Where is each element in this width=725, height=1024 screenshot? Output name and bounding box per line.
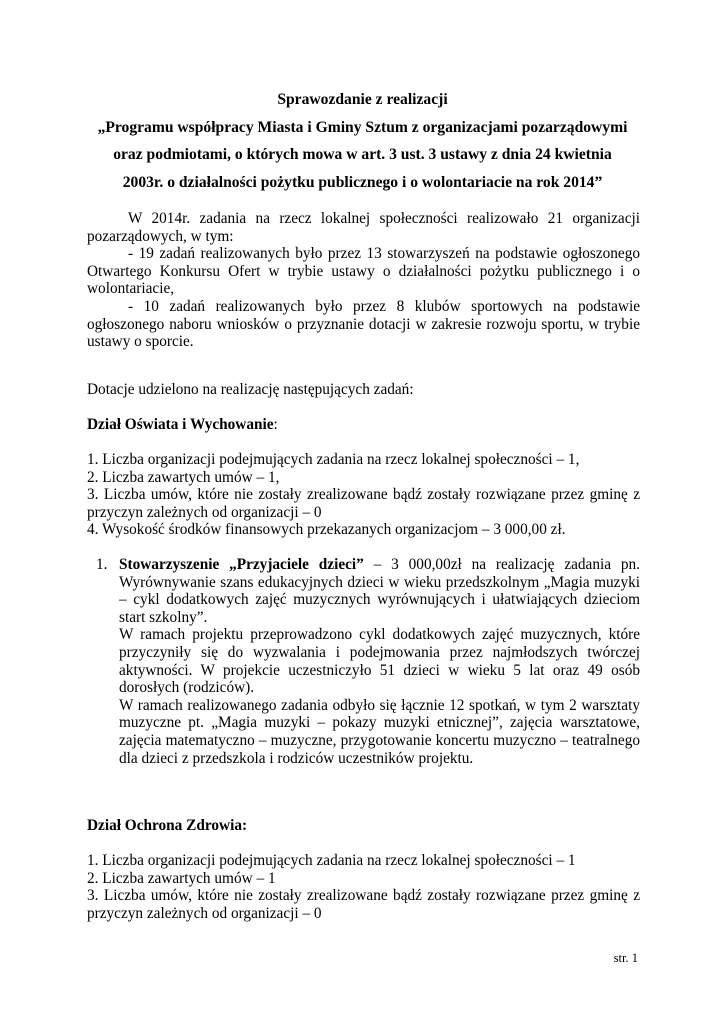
task-number: 1. [96, 556, 108, 573]
section-1-colon: : [273, 416, 278, 433]
task-description [119, 556, 640, 626]
stat-line: 3. Liczba umów, które nie zostały zrealizowane bądź zostały rozwiązane przez gminę z przyczyn zależnych od organizacji – 0 [87, 486, 640, 521]
stat-line: 1. Liczba organizacji podejmujących zadania na rzecz lokalnej społeczności – 1 [87, 852, 576, 869]
task-paragraph: W ramach projektu przeprowadzono cykl dodatkowych zajęć muzycznych, które przyczyniły się do wyzwalania i podejmowania przez najmłodszych twórczej aktywności. W projekcie uczestniczyło 51 dzieci w wieku 5 lat oraz 49 osób dorosłych (rodziców). [119, 626, 640, 697]
intro-bullet-1: - 19 zadań realizowanych było przez 13 stowarzyszeń na podstawie ogłoszonego Otwartego Konkursu Ofert w trybie ustawy o działalności pożytku publicznego i o wolontariacie, [87, 245, 640, 298]
intro-paragraph: W 2014r. zadania na rzecz lokalnej społeczności realizowało 21 organizacji pozarządowych, w tym: [87, 210, 640, 245]
stat-line: 2. Liczba zawartych umów – 1 [87, 869, 276, 887]
title-line-2: „Programu współpracy Miasta i Gminy Sztum z organizacjami pozarządowymi [97, 118, 628, 136]
section-2-stats [87, 852, 640, 922]
task-summary: – 3 000,00zł na realizację zadania pn. Wyrównywanie szans edukacyjnych dzieci w wieku przedszkolnym „Magia muzyki – cykl dodatkowych zajęć muzycznych wyrównujących i ułatwiających dzieciom start szkolny”. [119, 556, 640, 626]
intro-bullet-2: - 10 zadań realizowanych było przez 8 klubów sportowych na podstawie ogłoszonego naboru wniosków o przyznanie dotacji w zakresie rozwoju sportu, w trybie ustawy o sporcie. [87, 297, 640, 351]
section-heading-oswiata [87, 416, 640, 434]
intro-section [87, 210, 640, 351]
stat-line: 1. Liczba organizacji podejmujących zadania na rzecz lokalnej społeczności – 1, [87, 451, 580, 468]
task-paragraph: W ramach realizowanego zadania odbyło się łącznie 12 spotkań, w tym 2 warsztaty muzyczne pt. „Magia muzyki – pokazy muzyki etnicznej”, zajęcia warsztatowe, zajęcia matematyczno – muzyczne, przygotowanie koncertu muzyczno – teatralnego dla dzieci z przedszkola i rodziców uczestników projektu. [119, 696, 640, 767]
stat-line: 2. Liczba zawartych umów – 1, [87, 468, 280, 486]
organization-name: Stowarzyszenie „Przyjaciele dzieci” [119, 556, 364, 573]
section-1-heading: Dział Oświata i Wychowanie [87, 416, 274, 433]
title-line-3: oraz podmiotami, o których mowa w art. 3 ust. 3 ustawy z dnia 24 kwietnia [113, 146, 612, 163]
page-number: str. 1 [613, 951, 638, 965]
document-title [60, 86, 665, 196]
dotacje-line: Dotacje udzielono na realizację następujących zadań: [87, 381, 414, 398]
section-2-heading: Dział Ochrona Zdrowia: [87, 817, 248, 834]
stat-line: 3. Liczba umów, które nie zostały zrealizowane bądź zostały rozwiązane przez gminę z przyczyn zależnych od organizacji – 0 [87, 887, 640, 922]
title-line-4: 2003r. o działalności pożytku publicznego i o wolontariacie na rok 2014” [122, 173, 603, 191]
task-item [119, 556, 640, 767]
section-1-stats [87, 451, 640, 539]
title-line-1: Sprawozdanie z realizacji [277, 91, 448, 108]
stat-line: 4. Wysokość środków finansowych przekazanych organizacjom – 3 000,00 zł. [87, 521, 566, 539]
